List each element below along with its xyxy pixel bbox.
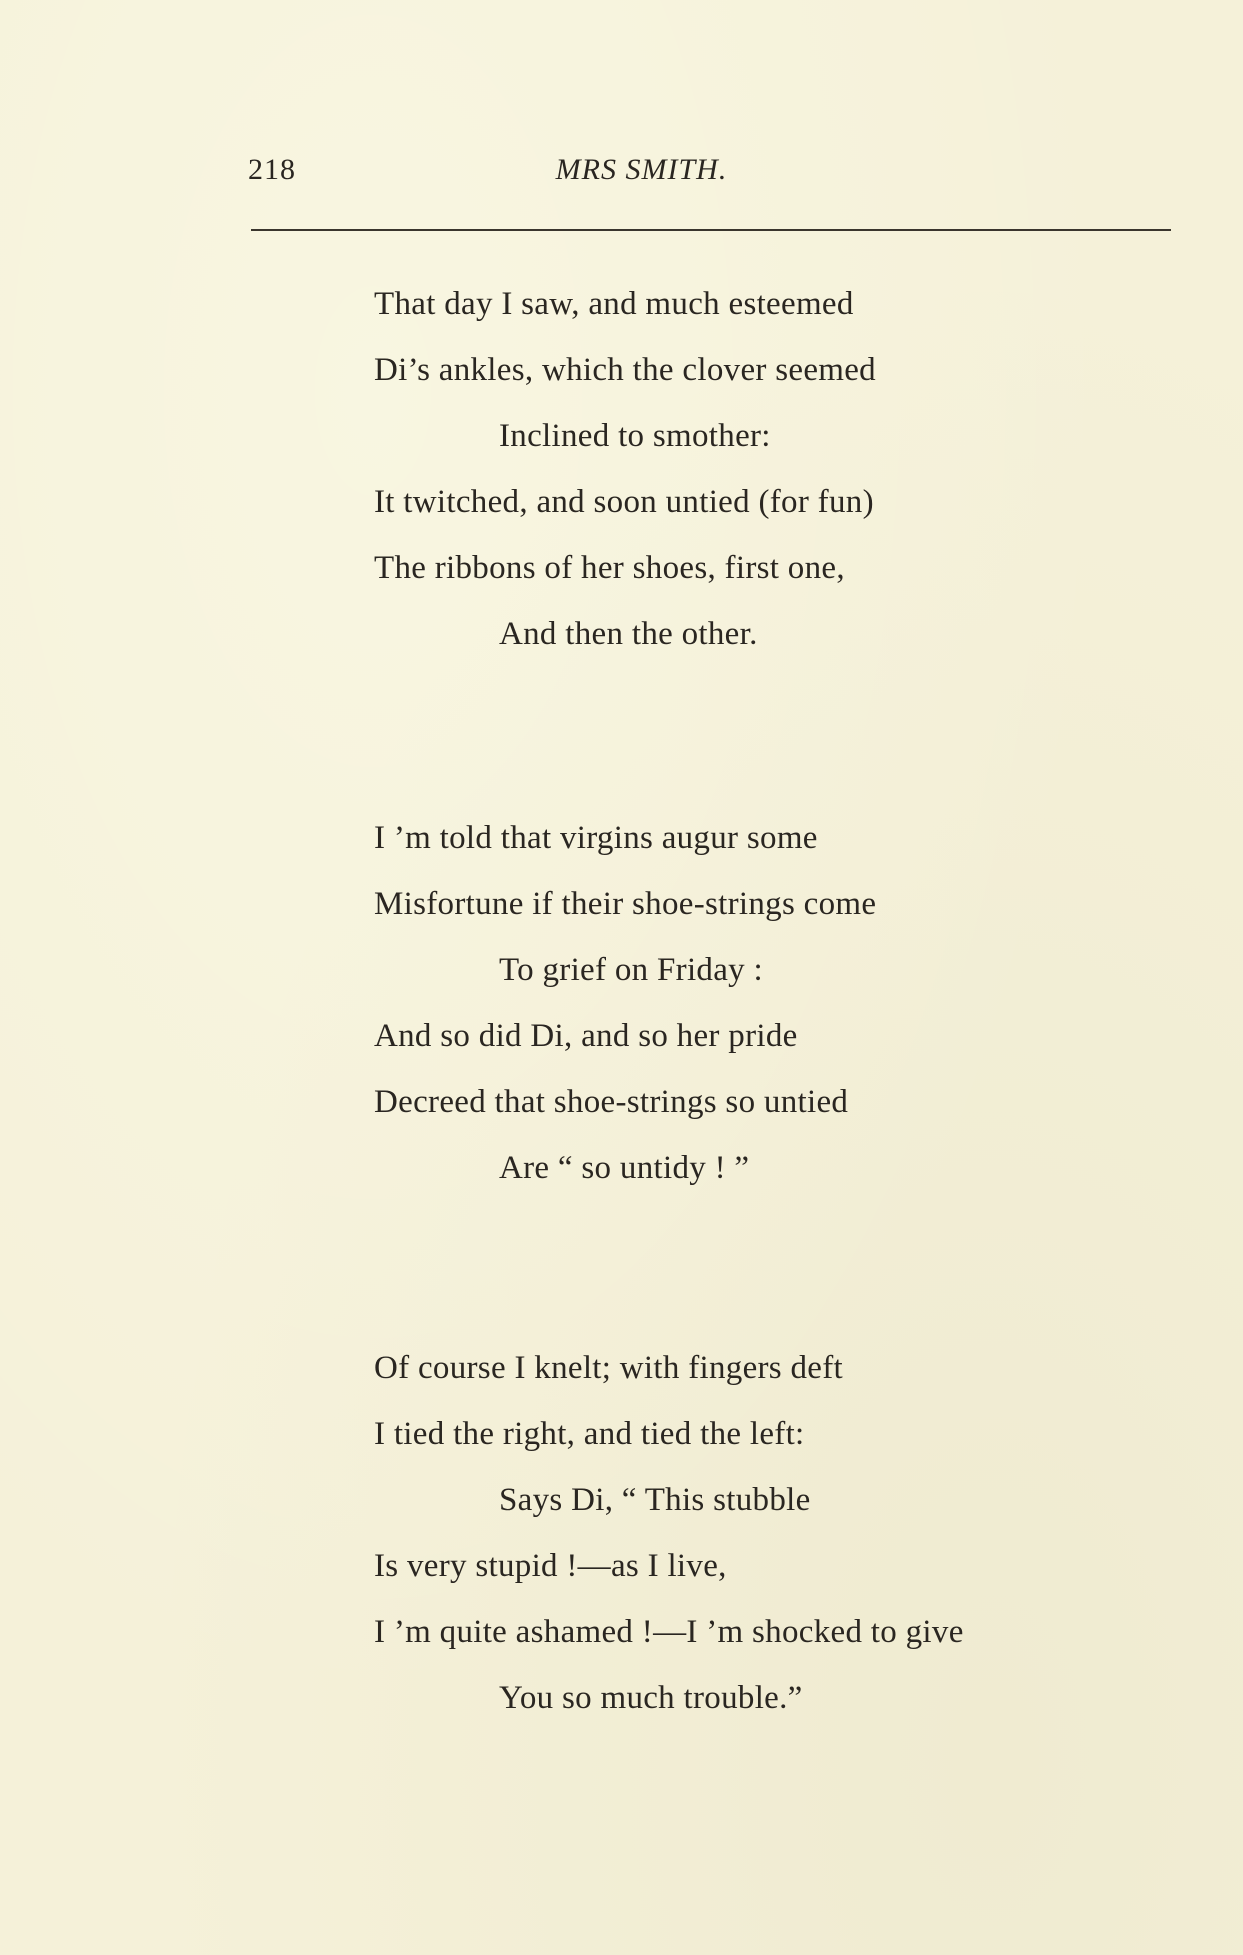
poem-line: That day I saw, and much esteemed [374, 286, 854, 322]
poem-line-indented: To grief on Friday : [499, 952, 763, 988]
stanza-2 [374, 805, 1194, 1201]
poem-line: Is very stupid !—as I live, [374, 1548, 727, 1584]
poem-line-indented: You so much trouble.” [499, 1680, 803, 1716]
poem-line-indented: And then the other. [499, 616, 758, 652]
poem-line: The ribbons of her shoes, first one, [374, 550, 845, 586]
header-rule [251, 229, 1171, 231]
poem-line: It twitched, and soon untied (for fun) [374, 484, 874, 520]
poem-line: Decreed that shoe-strings so untied [374, 1084, 849, 1120]
poem-line: I ’m quite ashamed !—I ’m shocked to give [374, 1614, 964, 1650]
poem-line-indented: Says Di, “ This stubble [499, 1482, 811, 1518]
poem-line: I tied the right, and tied the left: [374, 1416, 805, 1452]
stanza-1 [374, 271, 1194, 667]
poem-line: And so did Di, and so her pride [374, 1018, 798, 1054]
poem-line: Misfortune if their shoe-strings come [374, 886, 877, 922]
stanza-3 [374, 1335, 1194, 1731]
poem-line-indented: Are “ so untidy ! ” [499, 1150, 750, 1186]
poem-line: Of course I knelt; with fingers deft [374, 1350, 843, 1386]
poem-line: I ’m told that virgins augur some [374, 820, 818, 856]
poem-line-indented: Inclined to smother: [499, 418, 771, 454]
page-number: 218 [248, 153, 296, 186]
poem-line: Di’s ankles, which the clover seemed [374, 352, 876, 388]
running-head: MRS SMITH. [555, 153, 728, 186]
